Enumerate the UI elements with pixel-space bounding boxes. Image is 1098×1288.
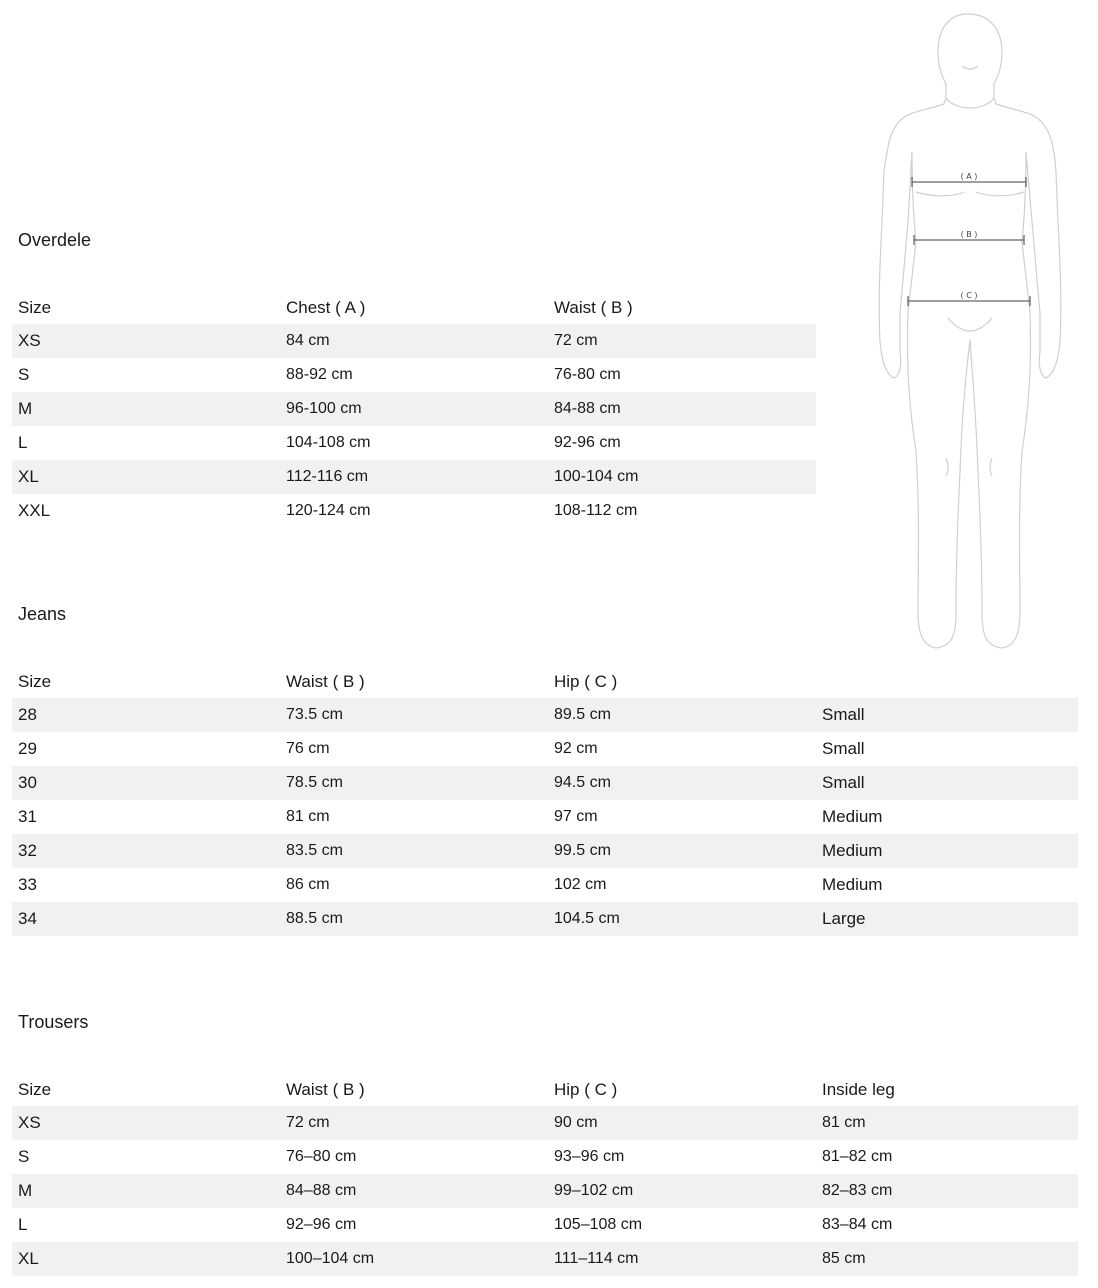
size-cell: 34 [12,902,280,936]
size-cell: S [18,365,30,384]
column-header: Waist ( B ) [286,672,365,691]
waist-cell: 83.5 cm [280,834,548,868]
hip-cell: 105–108 cm [554,1216,643,1233]
measure-label-b: ( B ) [960,230,978,239]
hip-cell: 102 cm [554,876,607,893]
column-header: Chest ( A ) [286,298,366,317]
table-row [12,868,1078,902]
size-cell: 30 [12,766,280,800]
size-cell: 29 [18,739,37,758]
table-row [12,494,816,528]
chest-cell: 88-92 cm [286,366,353,383]
chest-cell: 104-108 cm [286,434,371,451]
measure-label-c: ( C ) [960,291,978,300]
table-row [12,698,1078,732]
fit-cell: Small [816,766,1078,800]
hip-cell: 93–96 cm [554,1148,625,1165]
size-cell: M [12,1174,280,1208]
column-header [816,666,1078,698]
hip-cell: 104.5 cm [548,902,816,936]
waist-cell: 73.5 cm [280,698,548,732]
hip-cell: 97 cm [554,808,598,825]
table-row [12,766,1078,800]
table-header-row [12,1074,1078,1106]
tops-size-table [12,292,816,528]
table-row [12,834,1078,868]
hip-cell: 92 cm [554,740,598,757]
fit-cell: Small [822,739,865,758]
section-title-jeans: Jeans [18,604,67,624]
waist-cell: 76-80 cm [554,366,621,383]
fit-cell: Small [816,698,1078,732]
table-header-row [12,292,816,324]
size-cell: XXL [18,501,51,520]
fit-cell: Medium [822,807,883,826]
table-row [12,358,816,392]
table-row [12,460,816,494]
size-cell: 31 [18,807,37,826]
column-header: Hip ( C ) [554,672,618,691]
column-header: Size [18,298,52,317]
fit-cell: Medium [822,875,883,894]
measure-label-a: ( A ) [960,172,978,181]
waist-cell: 84–88 cm [280,1174,548,1208]
column-header: Waist ( B ) [286,1080,365,1099]
trousers-size-table [12,1074,1078,1276]
section-title-tops: Overdele [18,230,92,250]
table-row [12,1140,1078,1174]
hip-cell: 89.5 cm [548,698,816,732]
chest-cell: 120-124 cm [286,502,371,519]
waist-cell: 76–80 cm [286,1148,357,1165]
table-row [12,902,1078,936]
table-row [12,426,816,460]
waist-cell: 108-112 cm [554,502,638,519]
size-cell: 28 [12,698,280,732]
size-cell: XS [12,324,280,358]
inside-leg-cell: 82–83 cm [816,1174,1078,1208]
table-row [12,324,816,358]
inside-leg-cell: 83–84 cm [822,1216,893,1233]
size-cell: XL [12,1242,280,1276]
column-header: Size [18,1080,52,1099]
fit-cell: Medium [816,834,1078,868]
table-row [12,732,1078,766]
hip-cell: 90 cm [548,1106,816,1140]
size-cell: 32 [12,834,280,868]
size-cell: 33 [18,875,37,894]
table-row [12,1208,1078,1242]
waist-cell: 92–96 cm [286,1216,357,1233]
section-title-trousers: Trousers [18,1012,89,1032]
waist-cell: 88.5 cm [280,902,548,936]
waist-cell: 76 cm [286,740,330,757]
waist-cell: 72 cm [548,324,816,358]
table-header-row [12,666,1078,698]
chest-cell: 84 cm [280,324,548,358]
chest-cell: 112-116 cm [280,460,548,494]
table-row [12,1242,1078,1276]
size-cell: L [18,433,28,452]
column-header: Size [18,672,52,691]
hip-cell: 99–102 cm [548,1174,816,1208]
waist-cell: 84-88 cm [548,392,816,426]
waist-cell: 100–104 cm [280,1242,548,1276]
size-cell: M [12,392,280,426]
fit-cell: Large [816,902,1078,936]
size-cell: L [18,1215,28,1234]
inside-leg-cell: 81 cm [816,1106,1078,1140]
size-cell: S [18,1147,30,1166]
column-header: Waist ( B ) [554,298,633,317]
hip-cell: 99.5 cm [548,834,816,868]
size-cell: XL [12,460,280,494]
body-outline-illustration [876,12,1066,652]
waist-cell: 100-104 cm [548,460,816,494]
jeans-size-table [12,666,1078,936]
waist-cell: 81 cm [286,808,330,825]
size-cell: XS [12,1106,280,1140]
column-header: Hip ( C ) [554,1080,618,1099]
column-header: Inside leg [822,1080,895,1099]
waist-cell: 86 cm [286,876,330,893]
table-row [12,800,1078,834]
body-measurement-figure [876,12,1066,652]
waist-cell: 92-96 cm [554,434,621,451]
hip-cell: 111–114 cm [548,1242,816,1276]
hip-cell: 94.5 cm [548,766,816,800]
chest-cell: 96-100 cm [280,392,548,426]
table-row [12,1106,1078,1140]
inside-leg-cell: 81–82 cm [822,1148,893,1165]
table-row [12,392,816,426]
inside-leg-cell: 85 cm [816,1242,1078,1276]
table-row [12,1174,1078,1208]
waist-cell: 72 cm [280,1106,548,1140]
waist-cell: 78.5 cm [280,766,548,800]
